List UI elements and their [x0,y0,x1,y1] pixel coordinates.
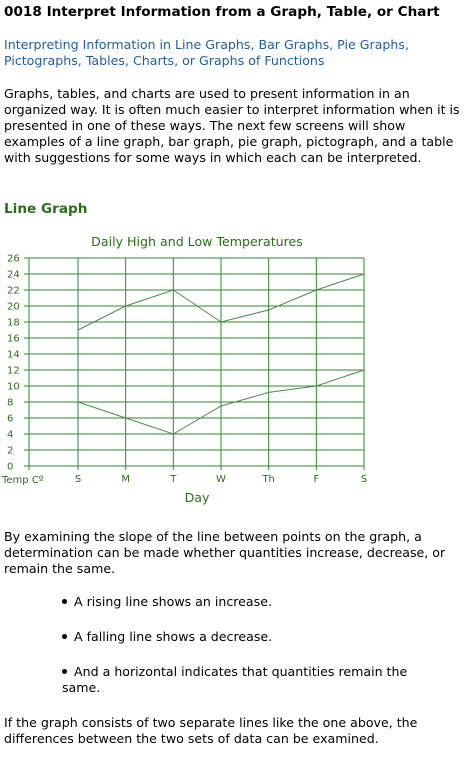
section-title-line-graph: Line Graph [4,201,88,217]
line-graph-chart [0,232,471,512]
bullet-item [62,664,442,696]
y-tick-label: 18 [7,317,20,329]
y-tick-label: 2 [7,445,14,457]
x-axis-label: Day [184,490,210,505]
x-tick-label: Th [262,474,275,485]
x-tick-label: F [313,474,320,485]
bullet-text: A falling line shows a decrease. [74,629,273,644]
y-tick-label: 16 [7,333,20,345]
page-subtitle: Interpreting Information in Line Graphs, Bar Graphs, Pie Graphs, Pictographs, Tables, Charts, or Graphs of Functions [4,37,409,68]
y-tick-labels [7,254,20,473]
y-tick-label: 22 [7,285,20,297]
y-tick-label: 14 [7,349,20,361]
x-tick-label: S [74,474,82,485]
intro-paragraph: Graphs, tables, and charts are used to present information in an organized way. It is often much easier to interpret information when it is presented in one of these ways. The next few screens will show examples of a line graph, bar graph, pie graph, pictograph, and a table with suggestions for some ways in which each can be interpreted. [4,86,460,165]
y-tick-label: 26 [7,253,20,265]
x-tick-label: T [170,474,177,485]
bullet-text: A rising line shows an increase. [74,594,272,609]
y-tick-label: 20 [7,301,20,313]
y-tick-label: 10 [7,381,20,393]
y-tick-label: 8 [7,397,14,409]
x-tick-label: S [360,474,368,485]
y-tick-label: 0 [7,461,14,473]
bullet-dot-icon [62,669,67,674]
bullet-dot-icon [62,599,67,604]
chart-title: Daily High and Low Temperatures [91,234,303,249]
bullet-item [62,594,442,610]
x-tick-label: M [121,474,130,485]
slope-paragraph: By examining the slope of the line between points on the graph, a determination can be made whether quantities increase, decrease, or remain the same. [4,529,446,576]
bullet-text: And a horizontal indicates that quantities remain the same. [62,664,408,695]
page-title: 0018 Interpret Information from a Graph, Table, or Chart [4,4,440,20]
bullet-item [62,629,442,645]
x-tick-labels [75,474,367,485]
closing-paragraph: If the graph consists of two separate lines like the one above, the differences between the two sets of data can be examined. [4,715,418,746]
y-tick-label: 4 [7,429,14,441]
x-tick-label: W [216,474,226,485]
y-tick-label: 12 [7,365,20,377]
chart-grid [24,258,364,470]
y-tick-label: 6 [7,413,14,425]
bullet-dot-icon [62,634,67,639]
y-tick-label: 24 [7,269,20,281]
y-axis-label: Temp Cº [2,475,44,486]
